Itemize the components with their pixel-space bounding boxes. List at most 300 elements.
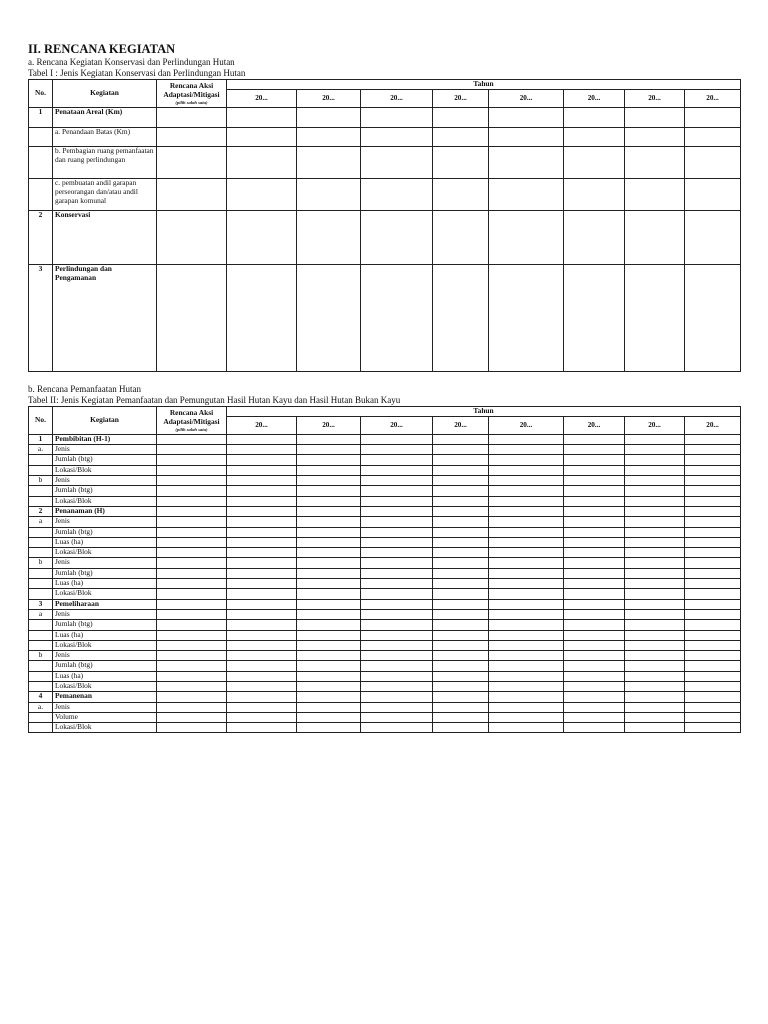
rencana-aksi-cell[interactable] bbox=[157, 671, 227, 681]
year-cell[interactable] bbox=[685, 651, 741, 661]
year-cell[interactable] bbox=[297, 548, 361, 558]
year-cell[interactable] bbox=[625, 527, 685, 537]
year-cell[interactable] bbox=[489, 661, 564, 671]
year-cell[interactable] bbox=[564, 651, 625, 661]
year-cell[interactable] bbox=[433, 264, 489, 371]
year-cell[interactable] bbox=[297, 517, 361, 527]
rencana-aksi-cell[interactable] bbox=[157, 146, 227, 178]
year-cell[interactable] bbox=[564, 640, 625, 650]
rencana-aksi-cell[interactable] bbox=[157, 661, 227, 671]
year-cell[interactable] bbox=[297, 486, 361, 496]
year-cell[interactable] bbox=[227, 178, 297, 210]
rencana-aksi-cell[interactable] bbox=[157, 579, 227, 589]
year-cell[interactable] bbox=[564, 434, 625, 444]
year-cell[interactable] bbox=[361, 127, 433, 146]
year-cell[interactable] bbox=[227, 445, 297, 455]
year-cell[interactable] bbox=[433, 558, 489, 568]
year-cell[interactable] bbox=[685, 434, 741, 444]
year-cell[interactable] bbox=[227, 210, 297, 264]
year-cell[interactable] bbox=[685, 620, 741, 630]
year-cell[interactable] bbox=[227, 692, 297, 702]
year-cell[interactable] bbox=[625, 434, 685, 444]
year-cell[interactable] bbox=[489, 465, 564, 475]
year-cell[interactable] bbox=[227, 702, 297, 712]
year-cell[interactable] bbox=[361, 146, 433, 178]
year-cell[interactable] bbox=[489, 630, 564, 640]
year-cell[interactable] bbox=[685, 465, 741, 475]
year-cell[interactable] bbox=[685, 692, 741, 702]
year-cell[interactable] bbox=[564, 210, 625, 264]
year-cell[interactable] bbox=[297, 620, 361, 630]
year-cell[interactable] bbox=[297, 476, 361, 486]
rencana-aksi-cell[interactable] bbox=[157, 682, 227, 692]
rencana-aksi-cell[interactable] bbox=[157, 723, 227, 733]
year-cell[interactable] bbox=[685, 527, 741, 537]
year-cell[interactable] bbox=[297, 455, 361, 465]
rencana-aksi-cell[interactable] bbox=[157, 568, 227, 578]
year-cell[interactable] bbox=[433, 702, 489, 712]
year-cell[interactable] bbox=[685, 476, 741, 486]
rencana-aksi-cell[interactable] bbox=[157, 517, 227, 527]
rencana-aksi-cell[interactable] bbox=[157, 107, 227, 127]
year-cell[interactable] bbox=[489, 712, 564, 722]
year-cell[interactable] bbox=[361, 723, 433, 733]
year-cell[interactable] bbox=[489, 640, 564, 650]
rencana-aksi-cell[interactable] bbox=[157, 548, 227, 558]
year-cell[interactable] bbox=[361, 712, 433, 722]
year-cell[interactable] bbox=[685, 178, 741, 210]
rencana-aksi-cell[interactable] bbox=[157, 486, 227, 496]
year-cell[interactable] bbox=[433, 568, 489, 578]
year-cell[interactable] bbox=[297, 465, 361, 475]
year-cell[interactable] bbox=[227, 537, 297, 547]
year-cell[interactable] bbox=[625, 702, 685, 712]
year-cell[interactable] bbox=[361, 107, 433, 127]
year-cell[interactable] bbox=[564, 661, 625, 671]
year-cell[interactable] bbox=[625, 661, 685, 671]
year-cell[interactable] bbox=[433, 445, 489, 455]
year-cell[interactable] bbox=[489, 445, 564, 455]
rencana-aksi-cell[interactable] bbox=[157, 712, 227, 722]
year-cell[interactable] bbox=[297, 630, 361, 640]
year-cell[interactable] bbox=[361, 671, 433, 681]
year-cell[interactable] bbox=[564, 609, 625, 619]
year-cell[interactable] bbox=[564, 568, 625, 578]
year-cell[interactable] bbox=[433, 682, 489, 692]
year-cell[interactable] bbox=[625, 127, 685, 146]
year-cell[interactable] bbox=[564, 537, 625, 547]
year-cell[interactable] bbox=[227, 558, 297, 568]
rencana-aksi-cell[interactable] bbox=[157, 127, 227, 146]
rencana-aksi-cell[interactable] bbox=[157, 640, 227, 650]
rencana-aksi-cell[interactable] bbox=[157, 702, 227, 712]
year-cell[interactable] bbox=[433, 537, 489, 547]
year-cell[interactable] bbox=[227, 723, 297, 733]
year-cell[interactable] bbox=[297, 527, 361, 537]
year-cell[interactable] bbox=[685, 496, 741, 506]
year-cell[interactable] bbox=[564, 476, 625, 486]
year-cell[interactable] bbox=[625, 640, 685, 650]
year-cell[interactable] bbox=[433, 465, 489, 475]
year-cell[interactable] bbox=[227, 548, 297, 558]
year-cell[interactable] bbox=[297, 146, 361, 178]
year-cell[interactable] bbox=[685, 558, 741, 568]
year-cell[interactable] bbox=[489, 264, 564, 371]
year-cell[interactable] bbox=[227, 579, 297, 589]
year-cell[interactable] bbox=[297, 712, 361, 722]
year-cell[interactable] bbox=[227, 651, 297, 661]
year-cell[interactable] bbox=[685, 712, 741, 722]
year-cell[interactable] bbox=[564, 506, 625, 516]
year-cell[interactable] bbox=[564, 107, 625, 127]
year-cell[interactable] bbox=[489, 210, 564, 264]
year-cell[interactable] bbox=[433, 599, 489, 609]
rencana-aksi-cell[interactable] bbox=[157, 620, 227, 630]
year-cell[interactable] bbox=[489, 599, 564, 609]
rencana-aksi-cell[interactable] bbox=[157, 496, 227, 506]
year-cell[interactable] bbox=[361, 527, 433, 537]
year-cell[interactable] bbox=[361, 210, 433, 264]
year-cell[interactable] bbox=[433, 630, 489, 640]
year-cell[interactable] bbox=[361, 434, 433, 444]
year-cell[interactable] bbox=[489, 127, 564, 146]
year-cell[interactable] bbox=[685, 609, 741, 619]
year-cell[interactable] bbox=[564, 620, 625, 630]
year-cell[interactable] bbox=[685, 630, 741, 640]
year-cell[interactable] bbox=[297, 568, 361, 578]
rencana-aksi-cell[interactable] bbox=[157, 609, 227, 619]
year-cell[interactable] bbox=[227, 455, 297, 465]
year-cell[interactable] bbox=[361, 476, 433, 486]
year-cell[interactable] bbox=[489, 620, 564, 630]
year-cell[interactable] bbox=[433, 589, 489, 599]
rencana-aksi-cell[interactable] bbox=[157, 558, 227, 568]
rencana-aksi-cell[interactable] bbox=[157, 210, 227, 264]
year-cell[interactable] bbox=[297, 127, 361, 146]
year-cell[interactable] bbox=[685, 589, 741, 599]
rencana-aksi-cell[interactable] bbox=[157, 537, 227, 547]
year-cell[interactable] bbox=[433, 210, 489, 264]
year-cell[interactable] bbox=[625, 682, 685, 692]
year-cell[interactable] bbox=[433, 609, 489, 619]
year-cell[interactable] bbox=[227, 496, 297, 506]
year-cell[interactable] bbox=[685, 146, 741, 178]
year-cell[interactable] bbox=[564, 558, 625, 568]
year-cell[interactable] bbox=[564, 599, 625, 609]
year-cell[interactable] bbox=[297, 589, 361, 599]
year-cell[interactable] bbox=[564, 548, 625, 558]
rencana-aksi-cell[interactable] bbox=[157, 264, 227, 371]
year-cell[interactable] bbox=[297, 445, 361, 455]
year-cell[interactable] bbox=[297, 210, 361, 264]
year-cell[interactable] bbox=[227, 712, 297, 722]
year-cell[interactable] bbox=[625, 651, 685, 661]
year-cell[interactable] bbox=[433, 723, 489, 733]
year-cell[interactable] bbox=[361, 640, 433, 650]
year-cell[interactable] bbox=[227, 671, 297, 681]
year-cell[interactable] bbox=[297, 599, 361, 609]
year-cell[interactable] bbox=[685, 127, 741, 146]
year-cell[interactable] bbox=[227, 506, 297, 516]
year-cell[interactable] bbox=[361, 599, 433, 609]
year-cell[interactable] bbox=[564, 589, 625, 599]
rencana-aksi-cell[interactable] bbox=[157, 630, 227, 640]
year-cell[interactable] bbox=[625, 445, 685, 455]
year-cell[interactable] bbox=[489, 651, 564, 661]
year-cell[interactable] bbox=[361, 455, 433, 465]
year-cell[interactable] bbox=[361, 661, 433, 671]
year-cell[interactable] bbox=[489, 537, 564, 547]
year-cell[interactable] bbox=[433, 579, 489, 589]
year-cell[interactable] bbox=[297, 506, 361, 516]
rencana-aksi-cell[interactable] bbox=[157, 599, 227, 609]
rencana-aksi-cell[interactable] bbox=[157, 445, 227, 455]
year-cell[interactable] bbox=[433, 548, 489, 558]
year-cell[interactable] bbox=[227, 682, 297, 692]
year-cell[interactable] bbox=[433, 517, 489, 527]
rencana-aksi-cell[interactable] bbox=[157, 651, 227, 661]
year-cell[interactable] bbox=[433, 651, 489, 661]
rencana-aksi-cell[interactable] bbox=[157, 178, 227, 210]
year-cell[interactable] bbox=[433, 506, 489, 516]
year-cell[interactable] bbox=[685, 579, 741, 589]
year-cell[interactable] bbox=[564, 496, 625, 506]
year-cell[interactable] bbox=[489, 178, 564, 210]
year-cell[interactable] bbox=[297, 640, 361, 650]
year-cell[interactable] bbox=[489, 671, 564, 681]
year-cell[interactable] bbox=[433, 712, 489, 722]
year-cell[interactable] bbox=[361, 620, 433, 630]
year-cell[interactable] bbox=[489, 682, 564, 692]
year-cell[interactable] bbox=[489, 486, 564, 496]
year-cell[interactable] bbox=[227, 609, 297, 619]
year-cell[interactable] bbox=[625, 455, 685, 465]
year-cell[interactable] bbox=[433, 146, 489, 178]
year-cell[interactable] bbox=[685, 506, 741, 516]
year-cell[interactable] bbox=[564, 702, 625, 712]
year-cell[interactable] bbox=[685, 445, 741, 455]
year-cell[interactable] bbox=[564, 723, 625, 733]
year-cell[interactable] bbox=[297, 579, 361, 589]
year-cell[interactable] bbox=[361, 548, 433, 558]
year-cell[interactable] bbox=[297, 558, 361, 568]
year-cell[interactable] bbox=[227, 517, 297, 527]
year-cell[interactable] bbox=[625, 486, 685, 496]
year-cell[interactable] bbox=[297, 661, 361, 671]
year-cell[interactable] bbox=[685, 264, 741, 371]
year-cell[interactable] bbox=[625, 558, 685, 568]
year-cell[interactable] bbox=[297, 537, 361, 547]
year-cell[interactable] bbox=[564, 671, 625, 681]
year-cell[interactable] bbox=[625, 506, 685, 516]
year-cell[interactable] bbox=[625, 630, 685, 640]
year-cell[interactable] bbox=[685, 723, 741, 733]
year-cell[interactable] bbox=[361, 630, 433, 640]
year-cell[interactable] bbox=[489, 579, 564, 589]
year-cell[interactable] bbox=[685, 702, 741, 712]
year-cell[interactable] bbox=[227, 476, 297, 486]
year-cell[interactable] bbox=[625, 264, 685, 371]
year-cell[interactable] bbox=[433, 455, 489, 465]
year-cell[interactable] bbox=[433, 661, 489, 671]
year-cell[interactable] bbox=[625, 476, 685, 486]
year-cell[interactable] bbox=[489, 434, 564, 444]
year-cell[interactable] bbox=[433, 127, 489, 146]
year-cell[interactable] bbox=[227, 465, 297, 475]
year-cell[interactable] bbox=[564, 146, 625, 178]
year-cell[interactable] bbox=[564, 127, 625, 146]
year-cell[interactable] bbox=[685, 107, 741, 127]
year-cell[interactable] bbox=[489, 723, 564, 733]
year-cell[interactable] bbox=[361, 589, 433, 599]
year-cell[interactable] bbox=[433, 620, 489, 630]
year-cell[interactable] bbox=[564, 517, 625, 527]
year-cell[interactable] bbox=[361, 579, 433, 589]
year-cell[interactable] bbox=[685, 661, 741, 671]
year-cell[interactable] bbox=[685, 486, 741, 496]
year-cell[interactable] bbox=[361, 568, 433, 578]
year-cell[interactable] bbox=[433, 178, 489, 210]
year-cell[interactable] bbox=[297, 702, 361, 712]
rencana-aksi-cell[interactable] bbox=[157, 527, 227, 537]
year-cell[interactable] bbox=[564, 527, 625, 537]
year-cell[interactable] bbox=[685, 517, 741, 527]
year-cell[interactable] bbox=[685, 671, 741, 681]
year-cell[interactable] bbox=[489, 517, 564, 527]
year-cell[interactable] bbox=[361, 682, 433, 692]
year-cell[interactable] bbox=[227, 434, 297, 444]
year-cell[interactable] bbox=[361, 609, 433, 619]
year-cell[interactable] bbox=[564, 712, 625, 722]
year-cell[interactable] bbox=[625, 496, 685, 506]
year-cell[interactable] bbox=[297, 651, 361, 661]
year-cell[interactable] bbox=[297, 682, 361, 692]
year-cell[interactable] bbox=[564, 465, 625, 475]
year-cell[interactable] bbox=[227, 589, 297, 599]
year-cell[interactable] bbox=[625, 537, 685, 547]
year-cell[interactable] bbox=[489, 548, 564, 558]
year-cell[interactable] bbox=[564, 445, 625, 455]
year-cell[interactable] bbox=[489, 496, 564, 506]
year-cell[interactable] bbox=[489, 455, 564, 465]
year-cell[interactable] bbox=[227, 620, 297, 630]
year-cell[interactable] bbox=[227, 127, 297, 146]
year-cell[interactable] bbox=[489, 476, 564, 486]
year-cell[interactable] bbox=[361, 445, 433, 455]
year-cell[interactable] bbox=[489, 589, 564, 599]
year-cell[interactable] bbox=[433, 692, 489, 702]
year-cell[interactable] bbox=[361, 558, 433, 568]
year-cell[interactable] bbox=[564, 178, 625, 210]
year-cell[interactable] bbox=[361, 702, 433, 712]
year-cell[interactable] bbox=[564, 579, 625, 589]
rencana-aksi-cell[interactable] bbox=[157, 589, 227, 599]
year-cell[interactable] bbox=[297, 434, 361, 444]
year-cell[interactable] bbox=[625, 589, 685, 599]
rencana-aksi-cell[interactable] bbox=[157, 455, 227, 465]
year-cell[interactable] bbox=[361, 486, 433, 496]
year-cell[interactable] bbox=[489, 558, 564, 568]
year-cell[interactable] bbox=[433, 527, 489, 537]
rencana-aksi-cell[interactable] bbox=[157, 692, 227, 702]
year-cell[interactable] bbox=[489, 692, 564, 702]
year-cell[interactable] bbox=[625, 107, 685, 127]
year-cell[interactable] bbox=[361, 178, 433, 210]
year-cell[interactable] bbox=[227, 146, 297, 178]
year-cell[interactable] bbox=[685, 682, 741, 692]
year-cell[interactable] bbox=[685, 548, 741, 558]
rencana-aksi-cell[interactable] bbox=[157, 476, 227, 486]
year-cell[interactable] bbox=[625, 599, 685, 609]
year-cell[interactable] bbox=[227, 107, 297, 127]
year-cell[interactable] bbox=[685, 599, 741, 609]
year-cell[interactable] bbox=[433, 476, 489, 486]
year-cell[interactable] bbox=[625, 712, 685, 722]
year-cell[interactable] bbox=[433, 107, 489, 127]
year-cell[interactable] bbox=[297, 609, 361, 619]
year-cell[interactable] bbox=[564, 486, 625, 496]
year-cell[interactable] bbox=[361, 517, 433, 527]
year-cell[interactable] bbox=[227, 640, 297, 650]
year-cell[interactable] bbox=[361, 506, 433, 516]
year-cell[interactable] bbox=[297, 178, 361, 210]
year-cell[interactable] bbox=[227, 661, 297, 671]
year-cell[interactable] bbox=[433, 640, 489, 650]
year-cell[interactable] bbox=[625, 146, 685, 178]
rencana-aksi-cell[interactable] bbox=[157, 434, 227, 444]
year-cell[interactable] bbox=[227, 599, 297, 609]
year-cell[interactable] bbox=[227, 568, 297, 578]
year-cell[interactable] bbox=[564, 682, 625, 692]
year-cell[interactable] bbox=[489, 568, 564, 578]
year-cell[interactable] bbox=[625, 609, 685, 619]
year-cell[interactable] bbox=[564, 455, 625, 465]
year-cell[interactable] bbox=[361, 264, 433, 371]
year-cell[interactable] bbox=[685, 640, 741, 650]
year-cell[interactable] bbox=[433, 434, 489, 444]
year-cell[interactable] bbox=[361, 496, 433, 506]
year-cell[interactable] bbox=[297, 692, 361, 702]
year-cell[interactable] bbox=[489, 702, 564, 712]
year-cell[interactable] bbox=[489, 609, 564, 619]
year-cell[interactable] bbox=[297, 723, 361, 733]
year-cell[interactable] bbox=[227, 527, 297, 537]
year-cell[interactable] bbox=[625, 517, 685, 527]
year-cell[interactable] bbox=[685, 537, 741, 547]
year-cell[interactable] bbox=[625, 692, 685, 702]
year-cell[interactable] bbox=[489, 506, 564, 516]
year-cell[interactable] bbox=[361, 692, 433, 702]
year-cell[interactable] bbox=[625, 620, 685, 630]
year-cell[interactable] bbox=[297, 107, 361, 127]
year-cell[interactable] bbox=[625, 210, 685, 264]
rencana-aksi-cell[interactable] bbox=[157, 506, 227, 516]
year-cell[interactable] bbox=[625, 465, 685, 475]
year-cell[interactable] bbox=[685, 455, 741, 465]
year-cell[interactable] bbox=[564, 630, 625, 640]
year-cell[interactable] bbox=[625, 568, 685, 578]
year-cell[interactable] bbox=[625, 671, 685, 681]
year-cell[interactable] bbox=[685, 210, 741, 264]
year-cell[interactable] bbox=[564, 264, 625, 371]
year-cell[interactable] bbox=[489, 527, 564, 537]
year-cell[interactable] bbox=[361, 651, 433, 661]
year-cell[interactable] bbox=[297, 671, 361, 681]
rencana-aksi-cell[interactable] bbox=[157, 465, 227, 475]
year-cell[interactable] bbox=[361, 537, 433, 547]
year-cell[interactable] bbox=[227, 630, 297, 640]
year-cell[interactable] bbox=[564, 692, 625, 702]
